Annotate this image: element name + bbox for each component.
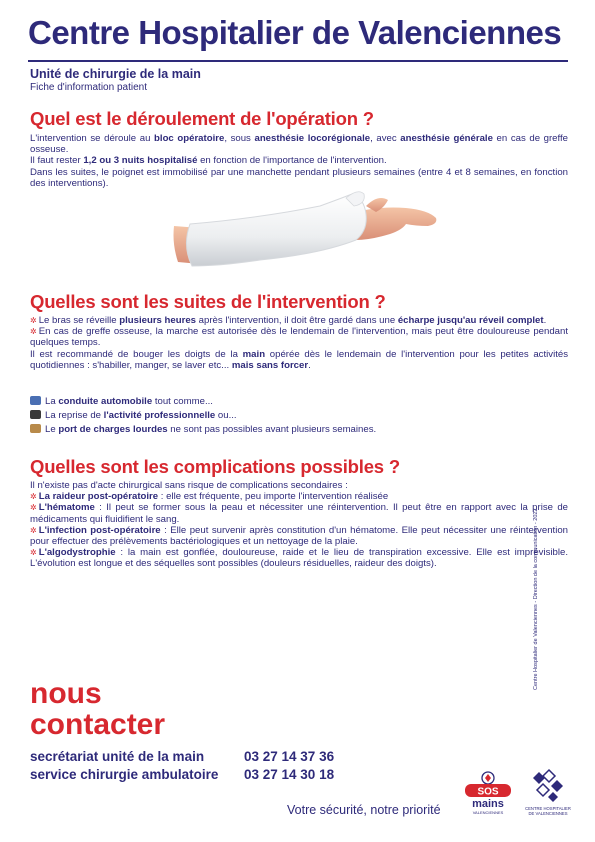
- restriction-work: La reprise de l'activité professionnelle ou...: [30, 409, 568, 423]
- page-title: Centre Hospitalier de Valenciennes: [28, 14, 562, 51]
- complications-intro: Il n'existe pas d'acte chirurgical sans risque de complications secondaires :: [30, 480, 348, 491]
- title-divider: [28, 60, 568, 62]
- operation-paragraph-2: Il faut rester 1,2 ou 3 nuits hospitalisé en fonction de l'importance de l'intervention.: [30, 155, 387, 167]
- wrist-cast-illustration: [170, 184, 440, 274]
- svg-text:SOS: SOS: [477, 786, 499, 798]
- complication-stiffness: ✲ La raideur post-opératoire : elle est fréquente, peu importe l'intervention réalisée: [30, 491, 389, 503]
- svg-text:CENTRE HOSPITALIER: CENTRE HOSPITALIER: [525, 806, 571, 811]
- suites-text: [30, 315, 568, 371]
- svg-text:DE VALENCIENNES: DE VALENCIENNES: [528, 811, 568, 816]
- document-subtitle: Fiche d'information patient: [30, 82, 147, 93]
- bullet-icon: ✲: [30, 327, 37, 337]
- section-heading-complications: Quelles sont les complications possibles ?: [30, 456, 400, 477]
- restriction-loads: Le port de charges lourdes ne sont pas possibles avant plusieurs semaines.: [30, 423, 568, 437]
- operation-paragraph-1: L'intervention se déroule au bloc opératoire, sous anesthésie locorégionale, avec anesthésie générale en cas de greffe osseuse.: [30, 133, 569, 156]
- operation-text: [30, 133, 568, 189]
- contact-label-hand-unit: secrétariat unité de la main: [30, 749, 205, 764]
- credit-text: Centre Hospitalier de Valenciennes - Direction de la communication - 2022: [533, 508, 539, 690]
- briefcase-icon: [30, 410, 41, 419]
- bullet-icon: ✲: [30, 503, 37, 513]
- section-heading-operation: Quel est le déroulement de l'opération ?: [30, 108, 374, 129]
- car-icon: [30, 396, 41, 405]
- complication-hematoma: ✲ L'hématome : Il peut se former sous la peau et nécessiter une réintervention. Il peut être en rapport avec la prise de médicaments qui fluidifient le sang.: [30, 502, 568, 525]
- suites-bullet-2: ✲ En cas de greffe osseuse, la marche est autorisée dès le lendemain de l'intervention, mais peut être douloureuse pendant quelques temps.: [30, 326, 568, 349]
- suites-paragraph: Il est recommandé de bouger les doigts de la main opérée dès le lendemain de l'intervention pour les petites activités quotidiennes : s'habiller, manger, se laver etc... mais sans forcer.: [30, 348, 568, 371]
- suites-bullet-1: ✲ Le bras se réveille plusieurs heures après l'intervention, il doit être gardé dans une écharpe jusqu'au réveil complet.: [30, 315, 547, 326]
- slogan: Votre sécurité, notre priorité: [287, 803, 441, 817]
- contact-label-ambulatory: service chirurgie ambulatoire: [30, 767, 219, 782]
- bullet-icon: ✲: [30, 548, 37, 558]
- restrictions-list: [30, 395, 568, 437]
- svg-text:VALENCIENNES: VALENCIENNES: [472, 810, 504, 815]
- sos-mains-logo: [463, 770, 513, 818]
- contact-heading-line-2: contacter: [30, 708, 166, 741]
- unit-name: Unité de chirurgie de la main: [30, 67, 201, 81]
- bullet-icon: ✲: [30, 492, 37, 502]
- svg-text:mains: mains: [472, 798, 504, 810]
- complication-infection: ✲ L'infection post-opératoire : Elle peut survenir après constitution d'un hématome. Elle peut nécessiter une réintervention pour effectuer des prélèvements bactériologiques et un nettoyage de la plaie.: [30, 524, 568, 548]
- contact-heading-line-1: nous: [30, 677, 102, 710]
- bullet-icon: ✲: [30, 316, 37, 325]
- operation-paragraph-3: Dans les suites, le poignet est immobilisé par une manchette pendant plusieurs semaines (entre 4 et 8 semaines, en fonction des interventions).: [30, 166, 568, 189]
- hospital-logo: [525, 768, 571, 818]
- contact-phone-hand-unit[interactable]: 03 27 14 37 36: [244, 749, 335, 764]
- section-heading-suites: Quelles sont les suites de l'intervention ?: [30, 291, 386, 312]
- complications-text: [30, 480, 568, 570]
- restriction-driving: La conduite automobile tout comme...: [30, 395, 568, 409]
- box-icon: [30, 424, 41, 433]
- bullet-icon: ✲: [30, 525, 37, 535]
- contact-phone-ambulatory[interactable]: 03 27 14 30 18: [244, 767, 335, 782]
- complication-algodystrophy: ✲ L'algodystrophie : la main est gonflée, douloureuse, raide et le lieu de transpiration excessive. Elle est imprévisible. L'évolution est longue et des séquelles sont possibles (douleurs résiduelles, raideur des doigts).: [30, 547, 568, 570]
